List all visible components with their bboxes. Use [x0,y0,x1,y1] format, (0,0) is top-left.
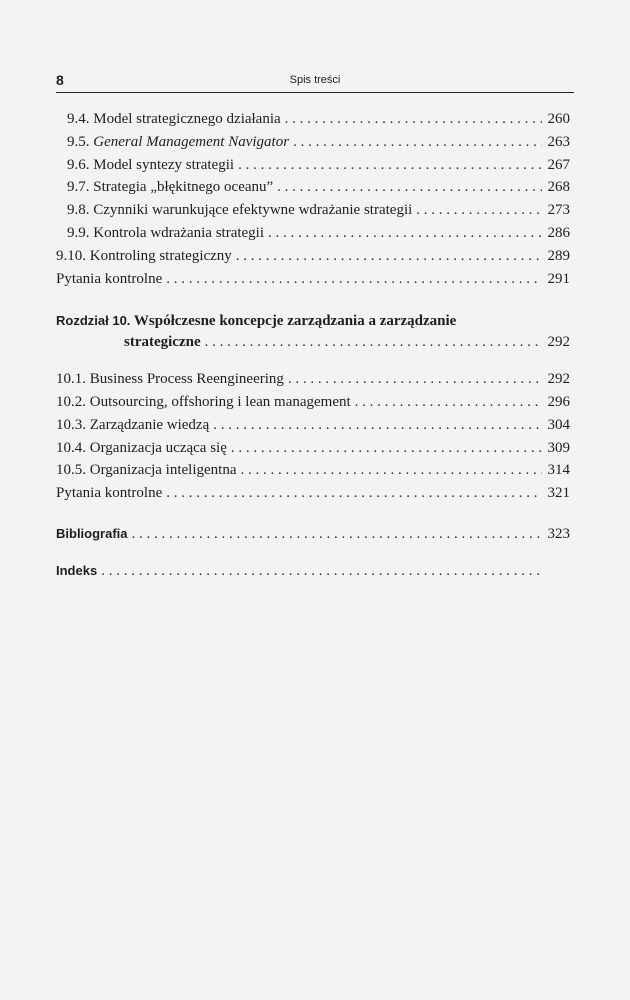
toc-entry-9-5: 9.5. General Management Navigator . . . 263 [56,131,570,154]
table-of-contents [56,108,570,583]
running-title: Spis treści [289,74,341,86]
toc-entry-9-6: 9.6. Model syntezy strategii . . . 267 [56,154,570,177]
toc-entry-10-5: 10.5. Organizacja inteligentna . . . 314 [56,459,570,482]
toc-entry-questions-9: Pytania kontrolne . . . 291 [56,268,570,291]
toc-entry-bibliography: Bibliografia . . . 323 [56,523,570,546]
toc-entry-questions-10: Pytania kontrolne . . . 321 [56,482,570,505]
toc-entry-10-4: 10.4. Organizacja ucząca się . . . 309 [56,437,570,460]
toc-entry-10-1: 10.1. Business Process Reengineering . . . 292 [56,368,570,391]
toc-entry-9-7: 9.7. Strategia „błękitnego oceanu” . . . 268 [56,176,570,199]
chapter-label: Rozdział 10. [56,313,131,329]
chapter-title-line1: Współczesne koncepcje zarządzania a zarządzanie [133,313,457,330]
toc-entry-9-10: 9.10. Kontroling strategiczny . . . 289 [56,245,570,268]
chapter-title-line2: strategiczne . . . 292 [56,331,570,354]
page-number: 8 [56,72,64,88]
page-header [56,72,574,93]
toc-entry-9-4: 9.4. Model strategicznego działania . . . 260 [56,108,570,131]
toc-entry-9-8: 9.8. Czynniki warunkujące efektywne wdrażanie strategii . . . 273 [56,199,570,222]
toc-entry-9-9: 9.9. Kontrola wdrażania strategii . . . 286 [56,222,570,245]
toc-entry-10-2: 10.2. Outsourcing, offshoring i lean management . . . 296 [56,391,570,414]
toc-entry-index: Indeks . . . [56,560,570,583]
toc-entry-10-3: 10.3. Zarządzanie wiedzą . . . 304 [56,414,570,437]
chapter-10-heading [56,310,570,354]
